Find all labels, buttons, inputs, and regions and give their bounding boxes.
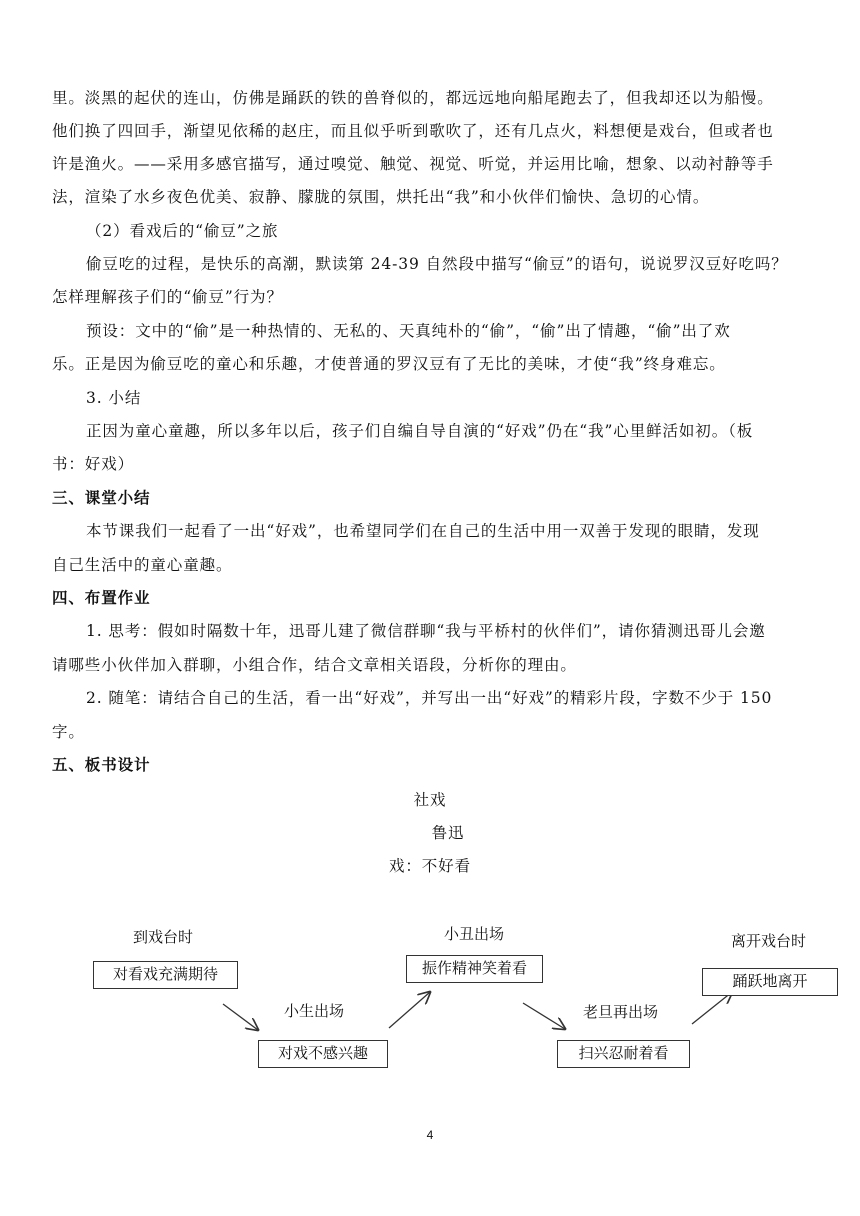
section-heading: 三、课堂小结 [52,489,151,507]
board-theme: 戏：不好看 [388,857,471,875]
body-line: 他们换了四回手，渐望见依稀的赵庄，而且似乎听到歌吹了，还有几点火，料想便是戏台，但或者也 [52,122,774,140]
stage5-box: 踊跃地离开 [702,968,838,996]
stage3-label: 小丑出场 [444,925,505,943]
stage4-label: 老旦再出场 [583,1003,659,1021]
body-line: 里。淡黑的起伏的连山，仿佛是踊跃的铁的兽脊似的，都远远地向船尾跑去了，但我却还以为船慢。 [52,89,774,107]
body-line: 字。 [52,723,85,741]
section-heading: 四、布置作业 [52,589,151,607]
stage1-label: 到戏台时 [133,928,194,946]
body-line: 预设：文中的“偷”是一种热情的、无私的、天真纯朴的“偷”，“偷”出了情趣，“偷”出了欢 [86,322,731,340]
section-heading: 五、板书设计 [52,756,151,774]
arrow-up-2 [692,992,732,1024]
body-line: 偷豆吃的过程，是快乐的高潮，默读第 24-39 自然段中描写“偷豆”的语句，说说罗汉豆好吃吗？ [86,255,788,273]
arrow-down-1 [223,1004,258,1030]
stage2-label: 小生出场 [284,1002,345,1020]
body-line: 本节课我们一起看了一出“好戏”，也希望同学们在自己的生活中用一双善于发现的眼睛，发现 [86,522,760,540]
stage5-label: 离开戏台时 [731,932,807,950]
subsection-heading: 3. 小结 [86,389,142,407]
body-line: 正因为童心童趣，所以多年以后，孩子们自编自导自演的“好戏”仍在“我”心里鲜活如初。（板 [86,422,754,440]
body-line: 怎样理解孩子们的“偷豆”行为？ [52,288,283,306]
stage4-box: 扫兴忍耐着看 [557,1040,690,1068]
subsection-heading: （2）看戏后的“偷豆”之旅 [86,222,279,240]
body-line: 许是渔火。——采用多感官描写，通过嗅觉、触觉、视觉、听觉，并运用比喻，想象、以动衬静等手 [52,155,774,173]
body-line: 乐。正是因为偷豆吃的童心和乐趣，才使普通的罗汉豆有了无比的美味，才使“我”终身难忘。 [52,355,726,373]
body-line: 请哪些小伙伴加入群聊，小组合作，结合文章相关语段，分析你的理由。 [52,656,577,674]
arrow-up-1 [389,992,430,1028]
body-line: 自己生活中的童心童趣。 [52,556,233,574]
board-author: 鲁迅 [431,824,465,842]
body-line: 法，渲染了水乡夜色优美、寂静、朦胧的氛围，烘托出“我”和小伙伴们愉快、急切的心情。 [52,188,710,206]
body-line: 1. 思考：假如时隔数十年，迅哥儿建了微信群聊“我与平桥村的伙伴们”，请你猜测迅哥儿会邀 [86,622,766,640]
stage1-box: 对看戏充满期待 [93,961,238,989]
body-line: 书：好戏） [52,455,135,473]
stage3-box: 振作精神笑着看 [406,955,543,983]
arrow-down-2 [523,1003,565,1029]
board-flow-diagram [0,900,860,1090]
body-line: 2. 随笔：请结合自己的生活，看一出“好戏”，并写出一出“好戏”的精彩片段，字数不少于 150 [86,689,773,707]
stage2-box: 对戏不感兴趣 [258,1040,388,1068]
page-number: 4 [426,1128,434,1142]
board-title: 社戏 [413,791,447,809]
